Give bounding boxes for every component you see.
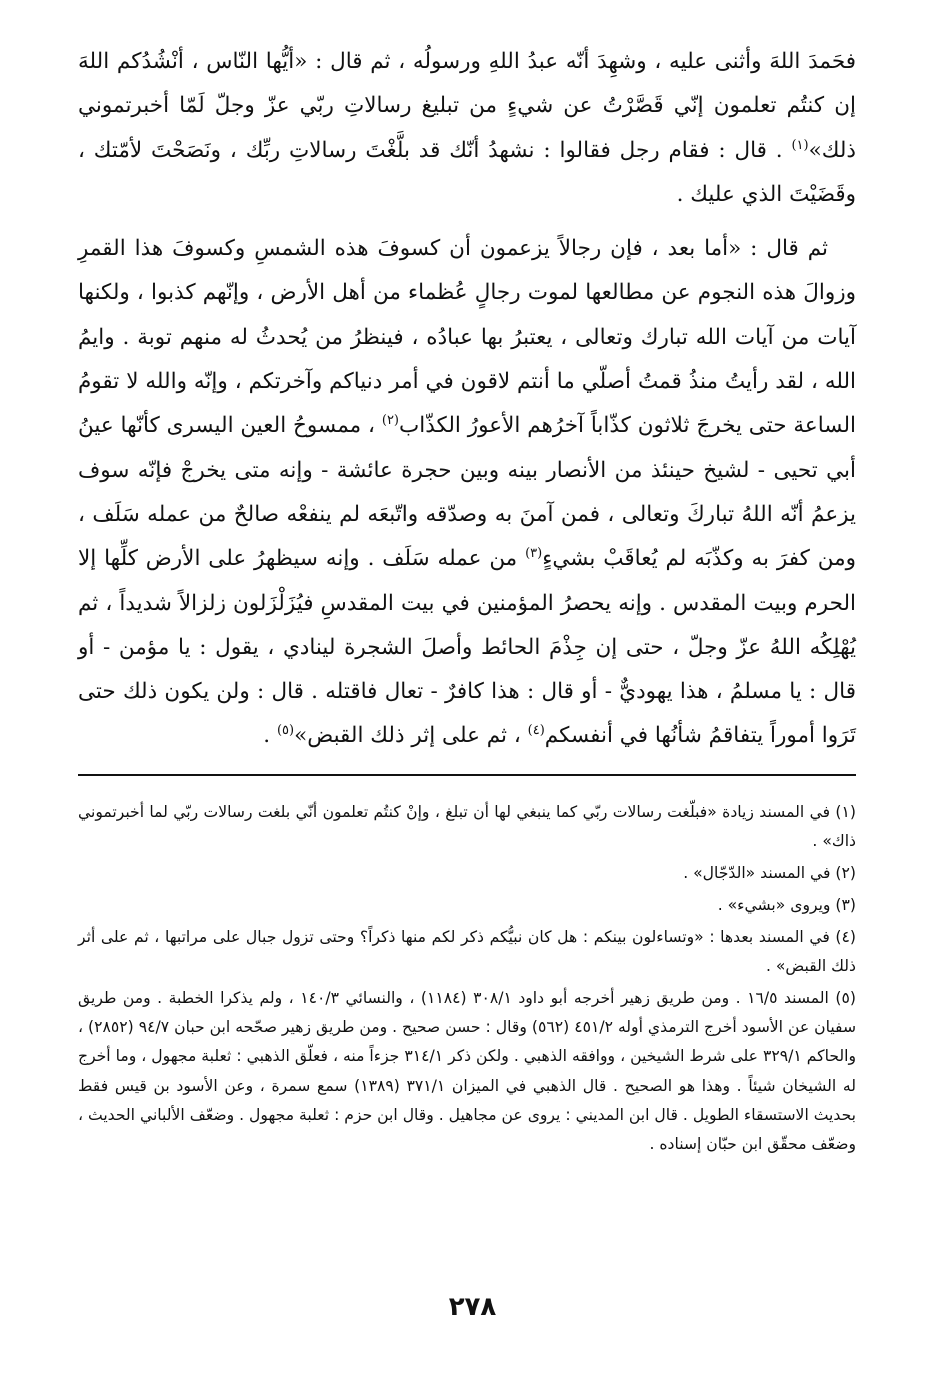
footnote-text: في المسند زيادة «فبلّغت رسالات ربّي كما ينبغي لها أن تبلغ ، وإنْ كنتُم تعلمون أنّي بلغت رسالات ربّي لما أخبرتموني ذاك» . (78, 803, 856, 851)
footnote-ref: (٤) (527, 723, 545, 739)
paragraph (78, 227, 856, 759)
footnote-ref: (٢) (381, 413, 399, 429)
footnote-text: في المسند بعدها : «وتساءلون بينكم : هل كان نبيُّكم ذكر لكم منها ذكراً؟ وحتى تزول جبال على مراتبها ، ثم على أثر ذلك القبض» . (78, 927, 856, 975)
footnote-number: (٢) (835, 864, 856, 883)
footnote-ref: (٥) (276, 723, 295, 739)
footnote-ref: (٣) (525, 546, 543, 562)
paragraph-text: من عمله سَلَف . وإنه سيظهرُ على الأرض كلِّها إلا الحرم وبيت المقدس . وإنه يحصرُ المؤمنين في بيت المقدسِ فيُزَلْزَلون زلزالاً شديداً ، ثم يُهْلِكُه اللهُ عزّ وجلّ ، حتى إن جِذْمَ الحائط وأصلَ الشجرة لينادي ، يقول : يا مؤمن - أو قال : يا مسلمُ ، هذا يهوديٌّ - أو قال : هذا كافرٌ - تعال فاقتله . قال : ولن يكون ذلك حتى تَرَوا أموراً يتفاقمُ شأنُها في أنفسكم (78, 546, 856, 749)
footnote-text: المسند ١٦/٥ . ومن طريق زهير أخرجه أبو داود ٣٠٨/١ (١١٨٤) ، والنسائي ١٤٠/٣ ، ولم يذكرا الخطبة . ومن طريق سفيان عن الأسود أخرج الترمذي أوله ٤٥١/٢ (٥٦٢) وقال : حسن صحيح . ومن طريق زهير صحّحه ابن حبان ٩٤/٧ (٢٨٥٢) ، والحاكم ٣٢٩/١ على شرط الشيخين ، ووافقه الذهبي . ولكن ذكر ٣١٤/١ جزءاً منه ، فعلّق الذهبي : ثعلبة مجهول ، وما أخرج له الشيخان شيئاً . وهذا هو الصحيح . قال الذهبي في الميزان ٣٧١/١ (١٣٨٩) سمع سمرة ، وعن الأسود بن قيس فقط بحديث الاستسقاء الطويل . قال ابن المديني : يروى عن مجاهيل . وقال ابن حزم : ثعلبة مجهول . وضعّف الألباني الحديث ، وضعّف محقّق ابن حبّان إسناده . (78, 988, 857, 1154)
footnote-text: في المسند «الدّجّال» . (683, 864, 831, 883)
footnote-number: (١) (835, 803, 856, 821)
footnote-number: (٤) (835, 927, 856, 946)
footnote (78, 859, 856, 888)
footnote-ref: (١) (791, 137, 809, 153)
footnote-number: (٣) (835, 895, 856, 914)
footnote (78, 891, 856, 920)
page-number: ٢٧٨ (448, 1292, 497, 1322)
footnote-number: (٥) (835, 988, 856, 1007)
footnotes (78, 798, 856, 1162)
footnote-divider (78, 774, 856, 776)
paragraph (78, 40, 856, 217)
paragraph-text: ، ثم على إثر ذلك القبض» (294, 723, 528, 749)
paragraph-text: ، ممسوحُ العين اليسرى كأنّها عينُ أبي تحيى - لشيخ حينئذ من الأنصار بينه وبين حجرة عائشة - وإنه متى يخرجْ فإنّه سوف يزعمُ أنّه اللهُ تباركَ وتعالى ، فمن آمنَ به وصدّقه واتّبعَه لم ينفعْه صالحٌ من عمله سَلَف ، ومن كفرَ به وكذّبَه لم يُعاقَبْ بشيءٍ (78, 413, 856, 572)
footnote (78, 984, 856, 1160)
paragraph-text: . (263, 723, 277, 749)
paragraph-text: فحَمدَ اللهَ وأثنى عليه ، وشهِدَ أنّه عبدُ اللهِ ورسولُه ، ثم قال : «أيُّها النّاس ، أنْشُدُكم اللهَ إن كنتُم تعلمون إنّي قَصَّرْتُ عن شيءٍ من تبليغ رسالاتِ ربّي عزّ وجلّ لَمّا أخبرتموني ذلك» (78, 49, 856, 163)
main-text (78, 40, 856, 759)
footnote (78, 923, 856, 982)
paragraph-text: ثم قال : «أما بعد ، فإن رجالاً يزعمون أن كسوفَ هذه الشمسِ وكسوفَ هذا القمرِ وزوالَ هذه النجوم عن مطالعها لموت رجالٍ عُظماء من أهل الأرض ، وإنّهم كذبوا ، ولكنها آيات من آيات الله تبارك وتعالى ، يعتبرُ بها عبادُه ، فينظرُ من يُحدثُ له منهم توبة . وايمُ الله ، لقد رأيتُ منذُ قمتُ أصلّي ما أنتم لاقون في أمر دنياكم وآخرتكم ، وإنّه والله لا تقومُ الساعة حتى يخرجَ ثلاثون كذّاباً آخرُهم الأعورُ الكذّاب (78, 236, 857, 439)
footnote (78, 798, 856, 857)
paragraph-text: . قال : فقام رجل فقالوا : نشهدُ أنّك قد بلَّغْتَ رسالاتِ ربِّك ، ونَصَحْتَ لأمّتك ، وقَضَيْتَ الذي عليك . (78, 137, 856, 207)
footnote-text: ويروى «بشيء» . (717, 895, 831, 914)
